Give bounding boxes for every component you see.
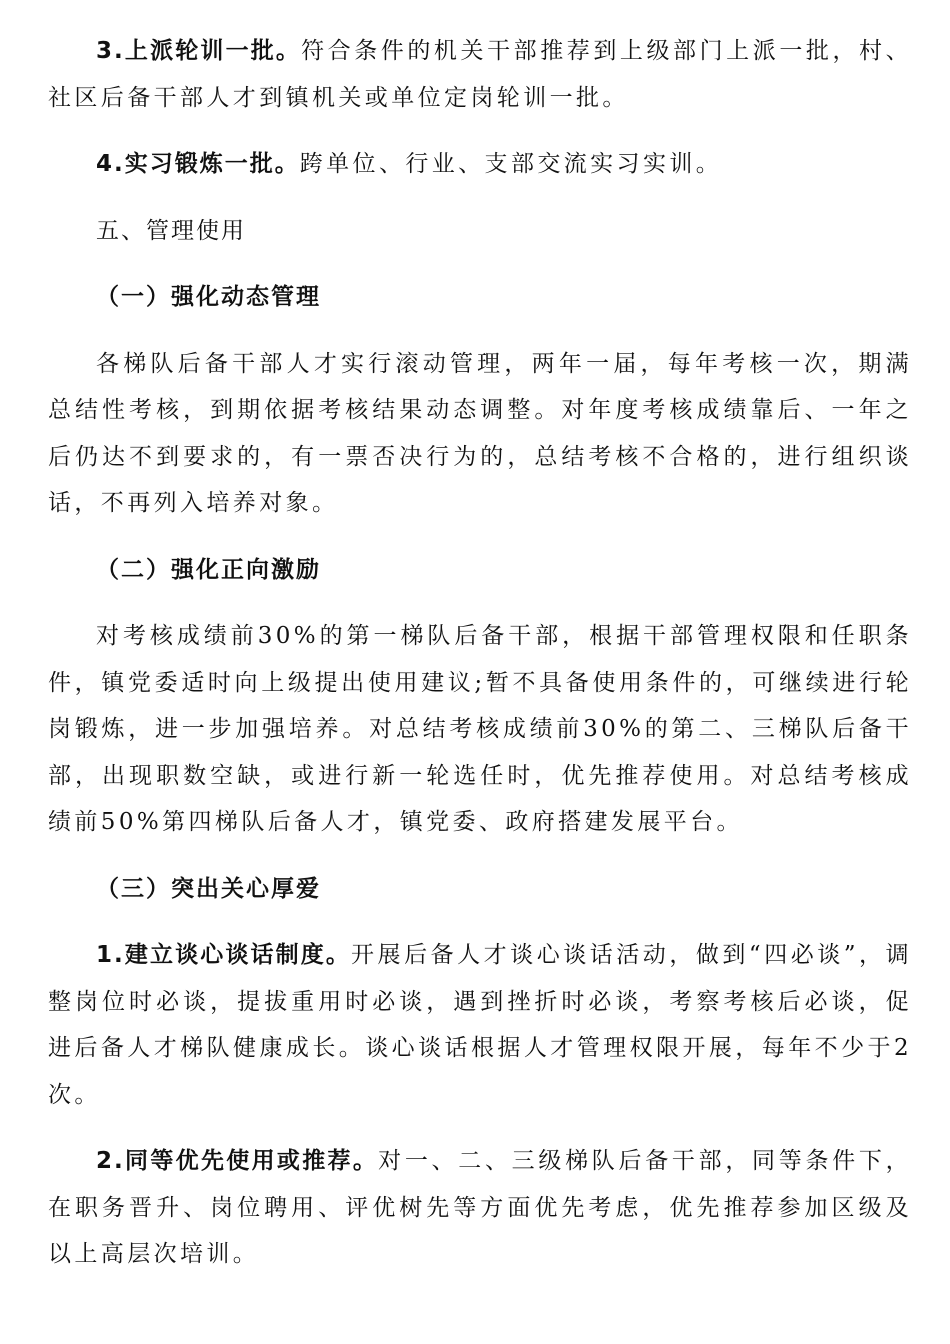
paragraph-text: 开展后备人才谈心谈话活动，做到“四必谈”，调整岗位时必谈，提拔重用时必谈，遇到挫折时必谈，考察考核后必谈，促进后备人才梯队健康成长。谈心谈话根据人才管理权限开展，每年不少于2次。 <box>48 942 912 1108</box>
paragraph-positive-incentive: 对考核成绩前30%的第一梯队后备干部，根据干部管理权限和任职条件，镇党委适时向上级提出使用建议;暂不具备使用条件的，可继续进行轮岗锻炼，进一步加强培养。对总结考核成绩前30%的第二、三梯队后备干部，出现职数空缺，或进行新一轮选任时，优先推荐使用。对总结考核成绩前50%第四梯队后备人才，镇党委、政府搭建发展平台。 <box>48 623 912 835</box>
subheading-dynamic-management: （一）强化动态管理 <box>96 284 321 310</box>
paragraph-lead: 1.建立谈心谈话制度。 <box>96 942 352 968</box>
paragraph-lead: 4.实习锻炼一批。 <box>96 151 300 177</box>
paragraph-dynamic-management: 各梯队后备干部人才实行滚动管理，两年一届，每年考核一次，期满总结性考核，到期依据考核结果动态调整。对年度考核成绩靠后、一年之后仍达不到要求的，有一票否决行为的，总结考核不合格的，进行组织谈话，不再列入培养对象。 <box>48 350 912 516</box>
paragraph-talk-system <box>48 932 912 1118</box>
paragraph-lead: 3.上派轮训一批。 <box>96 38 302 64</box>
document-body <box>48 28 912 1278</box>
subheading-care: （三）突出关心厚爱 <box>96 875 321 902</box>
paragraph-text: 符合条件的机关干部推荐到上级部门上派一批，村、社区后备干部人才到镇机关或单位定岗轮训一批。 <box>48 38 912 111</box>
subheading-positive-incentive: （二）强化正向激励 <box>96 556 321 583</box>
paragraph-priority-use <box>48 1138 912 1278</box>
paragraph-internship-training <box>48 141 912 188</box>
paragraph-lead: 2.同等优先使用或推荐。 <box>96 1148 379 1174</box>
section-heading-management: 五、管理使用 <box>96 217 246 244</box>
paragraph-upward-rotation-training <box>48 28 912 121</box>
paragraph-text: 跨单位、行业、支部交流实习实训。 <box>299 151 723 177</box>
paragraph-text: 对一、二、三级梯队后备干部，同等条件下，在职务晋升、岗位聘用、评优树先等方面优先考虑，优先推荐参加区级及以上高层次培训。 <box>48 1148 912 1267</box>
